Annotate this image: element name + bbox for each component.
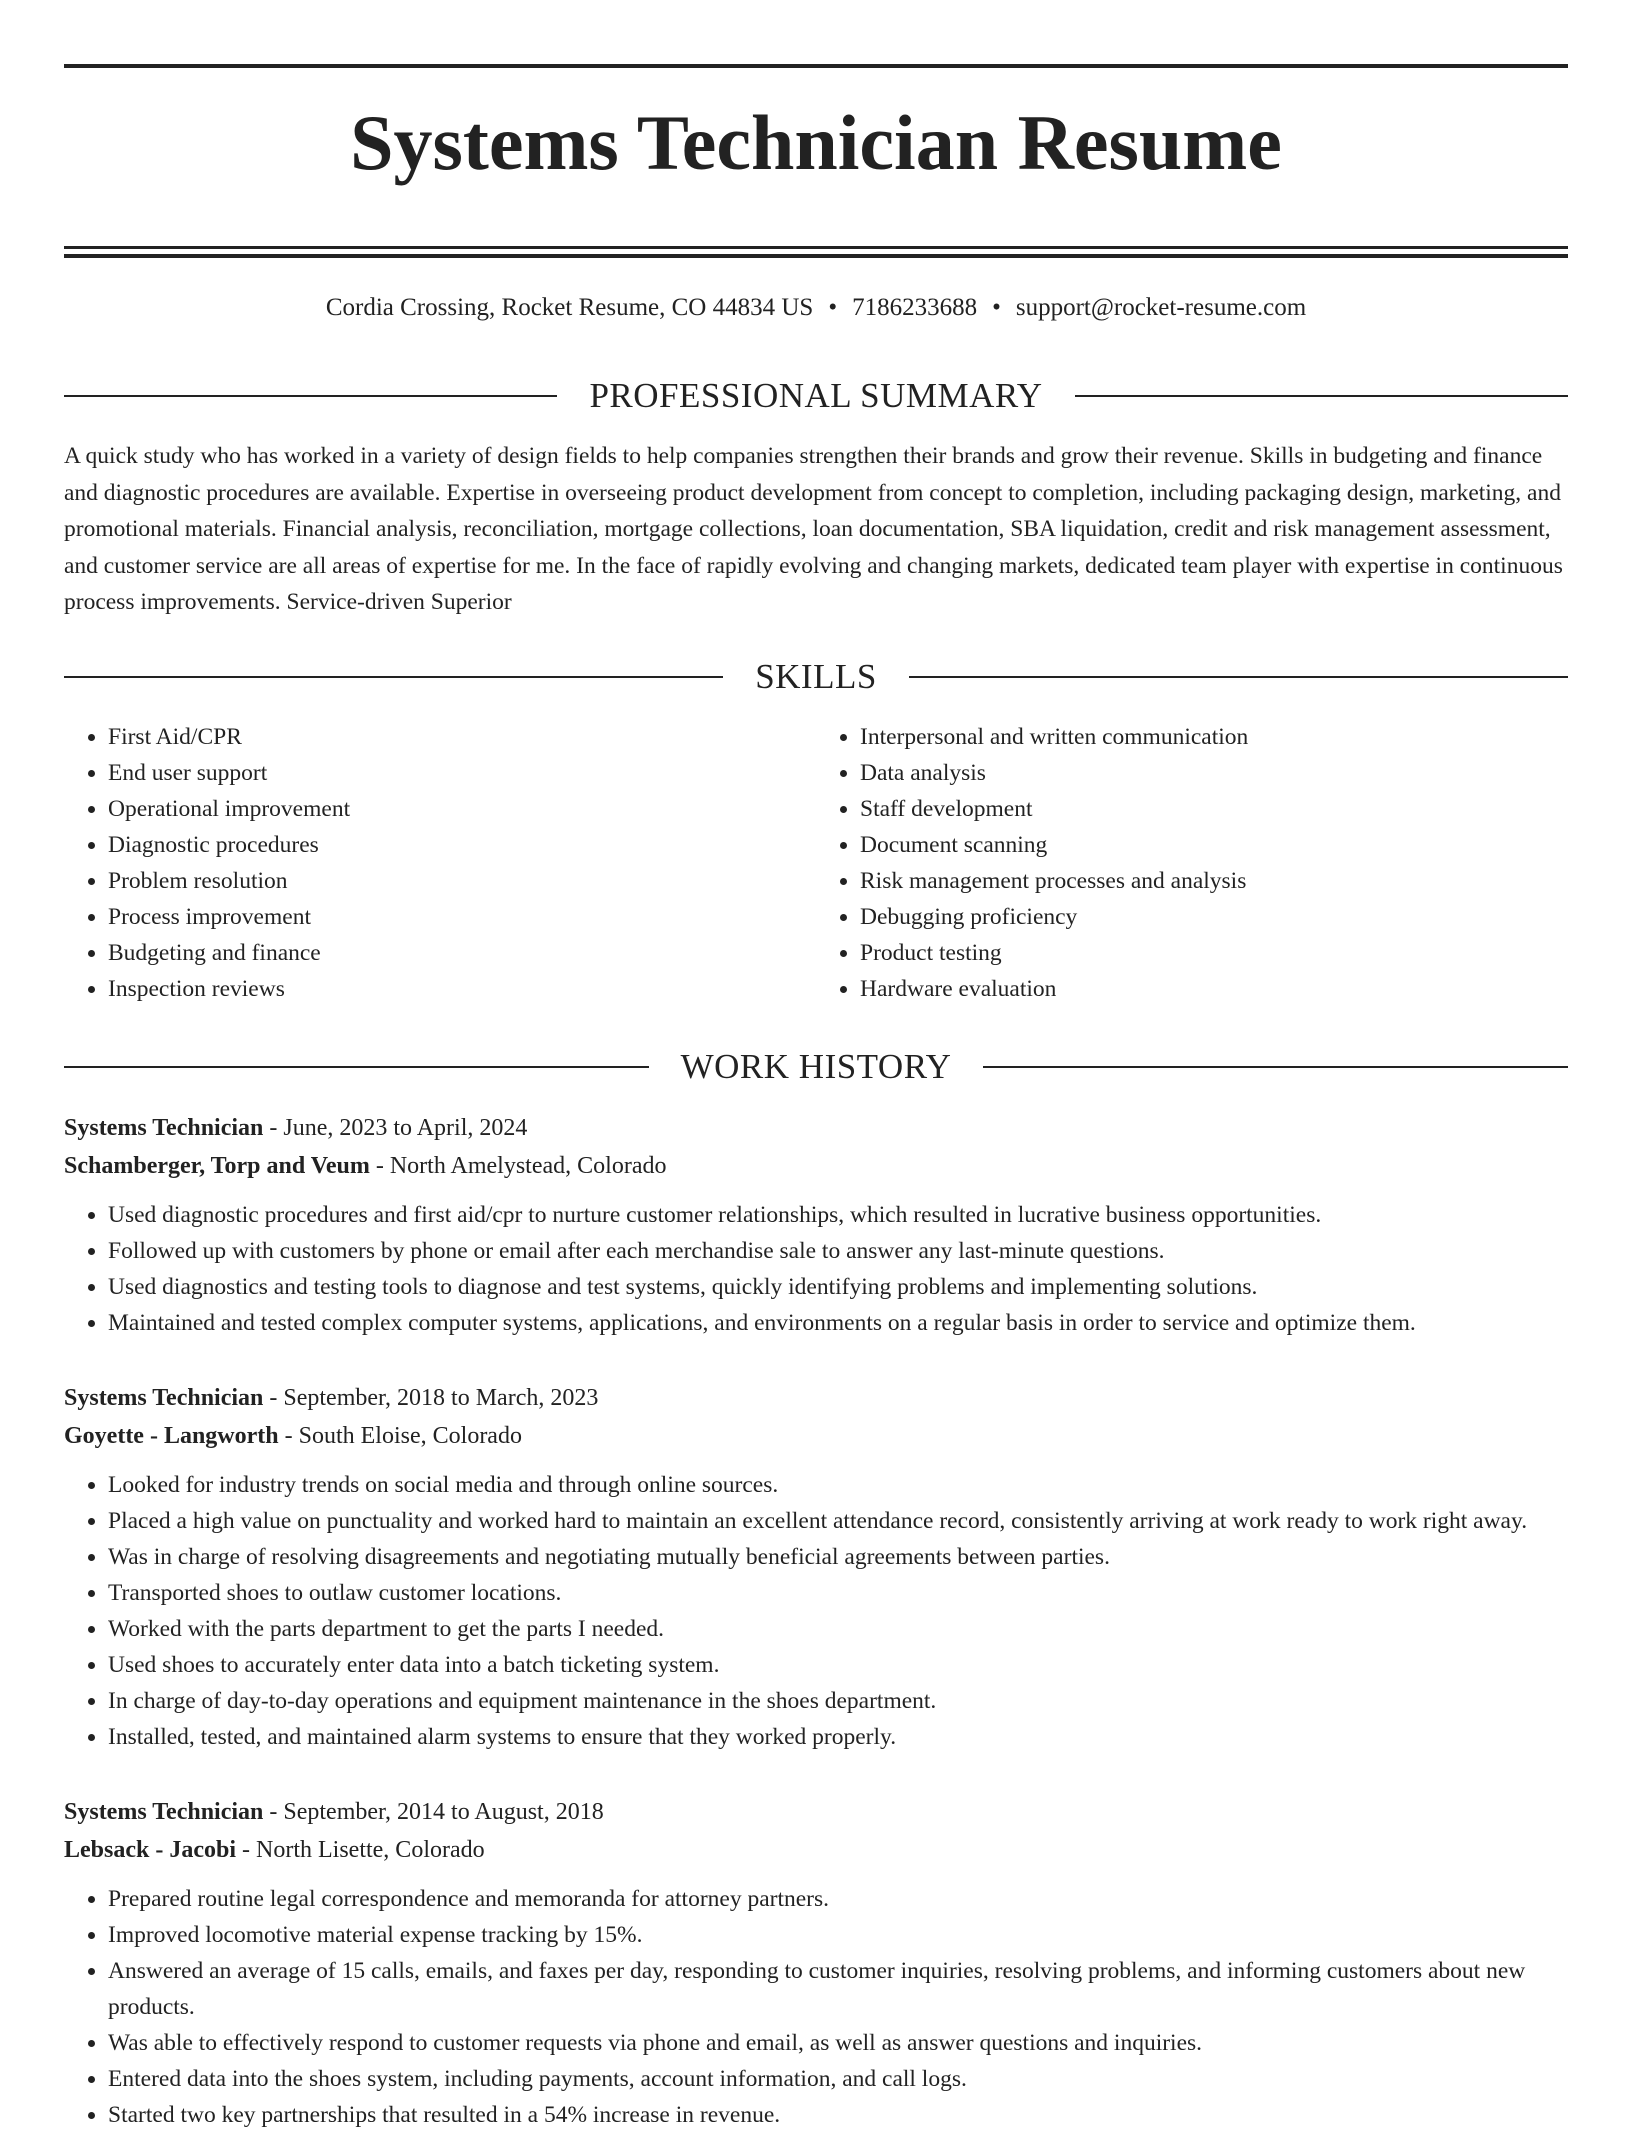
job-bullet: • In charge of day-to-day operations and equipment maintenance in the shoes department. bbox=[108, 1683, 1568, 1719]
job-entry bbox=[64, 1793, 1568, 2133]
job-bullet: • Transported shoes to outlaw customer locations. bbox=[108, 1575, 1568, 1611]
job-entry bbox=[64, 1109, 1568, 1341]
job-title: Systems Technician bbox=[64, 1384, 264, 1411]
job-bullet: • Installed, tested, and maintained alarm systems to ensure that they worked properly. bbox=[108, 1719, 1568, 1755]
work-history-list bbox=[64, 1109, 1568, 2133]
skills-heading-label: SKILLS bbox=[755, 656, 877, 696]
skill-item: • Data analysis bbox=[860, 755, 1568, 791]
contact-email: support@rocket-resume.com bbox=[1015, 294, 1307, 321]
skill-item: • Budgeting and finance bbox=[108, 935, 816, 971]
contact-address: Cordia Crossing, Rocket Resume, CO 44834 US bbox=[325, 294, 814, 321]
job-bullet: • Used shoes to accurately enter data into a batch ticketing system. bbox=[108, 1647, 1568, 1683]
skills-column-left bbox=[64, 719, 816, 1007]
job-location: - South Eloise, Colorado bbox=[278, 1422, 522, 1449]
job-bullet: • Followed up with customers by phone or email after each merchandise sale to answer any last-minute questions. bbox=[108, 1233, 1568, 1269]
job-bullet: • Answered an average of 15 calls, emails, and faxes per day, responding to customer inquiries, resolving problems, and informing customers about new products. bbox=[108, 1953, 1568, 2025]
skill-item: • Debugging proficiency bbox=[860, 899, 1568, 935]
job-title-line bbox=[64, 1109, 1568, 1147]
skill-item: • Operational improvement bbox=[108, 791, 816, 827]
skill-item: • Hardware evaluation bbox=[860, 971, 1568, 1007]
summary-text: A quick study who has worked in a variety of design fields to help companies strengthen their brands and grow their revenue. Skills in budgeting and finance and diagnostic procedures are available. Expertise in overseeing product development from concept to completion, including packaging design, marketing, and promotional materials. Financial analysis, reconciliation, mortgage collections, loan documentation, SBA liquidation, credit and risk management assessment, and customer service are all areas of expertise for me. In the face of rapidly evolving and changing markets, dedicated team player with expertise in continuous process improvements. Service-driven Superior bbox=[64, 443, 1563, 615]
skill-item: • Product testing bbox=[860, 935, 1568, 971]
resume-title: Systems Technician Resume bbox=[350, 99, 1282, 186]
skills-column-right bbox=[816, 719, 1568, 1007]
job-bullet: • Maintained and tested complex computer systems, applications, and environments on a regular basis in order to service and optimize them. bbox=[108, 1305, 1568, 1341]
job-bullets bbox=[64, 1881, 1568, 2133]
summary-section-heading bbox=[64, 376, 1568, 416]
work-section-heading bbox=[64, 1047, 1568, 1087]
job-bullets bbox=[64, 1197, 1568, 1341]
skills-list bbox=[64, 719, 1568, 1007]
skill-item: • Interpersonal and written communication bbox=[860, 719, 1568, 755]
job-company: Lebsack - Jacobi bbox=[64, 1836, 237, 1863]
job-location: - North Amelystead, Colorado bbox=[369, 1152, 667, 1179]
job-title-line bbox=[64, 1793, 1568, 1831]
job-company-line bbox=[64, 1831, 1568, 1869]
job-bullets bbox=[64, 1467, 1568, 1755]
work-heading-label: WORK HISTORY bbox=[680, 1046, 952, 1086]
job-company: Schamberger, Torp and Veum bbox=[64, 1152, 370, 1179]
heading-rule-left bbox=[64, 1066, 649, 1068]
job-bullet: • Entered data into the shoes system, including payments, account information, and call logs. bbox=[108, 2061, 1568, 2097]
heading-rule-left bbox=[64, 395, 557, 397]
job-location: - North Lisette, Colorado bbox=[236, 1836, 485, 1863]
job-title: Systems Technician bbox=[64, 1114, 264, 1141]
heading-rule-left bbox=[64, 676, 723, 678]
job-bullet: • Was able to effectively respond to customer requests via phone and email, as well as answer questions and inquiries. bbox=[108, 2025, 1568, 2061]
skill-item: • Document scanning bbox=[860, 827, 1568, 863]
job-title-line bbox=[64, 1379, 1568, 1417]
job-bullet: • Looked for industry trends on social media and through online sources. bbox=[108, 1467, 1568, 1503]
job-bullet: • Used diagnostic procedures and first aid/cpr to nurture customer relationships, which resulted in lucrative business opportunities. bbox=[108, 1197, 1568, 1233]
job-dates: - June, 2023 to April, 2024 bbox=[263, 1114, 528, 1141]
job-dates: - September, 2018 to March, 2023 bbox=[263, 1384, 599, 1411]
job-bullet: • Worked with the parts department to get the parts I needed. bbox=[108, 1611, 1568, 1647]
job-bullet: • Was in charge of resolving disagreements and negotiating mutually beneficial agreements between parties. bbox=[108, 1539, 1568, 1575]
job-bullet: • Improved locomotive material expense tracking by 15%. bbox=[108, 1917, 1568, 1953]
job-bullet: • Placed a high value on punctuality and worked hard to maintain an excellent attendance record, consistently arriving at work ready to work right away. bbox=[108, 1503, 1568, 1539]
job-company-line bbox=[64, 1147, 1568, 1185]
job-dates: - September, 2014 to August, 2018 bbox=[263, 1798, 604, 1825]
skill-item: • Inspection reviews bbox=[108, 971, 816, 1007]
job-company-line bbox=[64, 1417, 1568, 1455]
skill-item: • First Aid/CPR bbox=[108, 719, 816, 755]
skill-item: • Diagnostic procedures bbox=[108, 827, 816, 863]
resume-page bbox=[64, 64, 1568, 2133]
job-bullet: • Used diagnostics and testing tools to diagnose and test systems, quickly identifying problems and implementing solutions. bbox=[108, 1269, 1568, 1305]
top-rule bbox=[64, 64, 1568, 68]
job-title: Systems Technician bbox=[64, 1798, 264, 1825]
contact-phone: 7186233688 bbox=[852, 294, 978, 321]
contact-separator: • bbox=[992, 294, 1001, 321]
job-company: Goyette - Langworth bbox=[64, 1422, 279, 1449]
summary-heading-label: PROFESSIONAL SUMMARY bbox=[589, 376, 1043, 415]
skills-section-heading bbox=[64, 657, 1568, 697]
title-double-rule bbox=[64, 246, 1568, 258]
contact-separator: • bbox=[828, 294, 838, 321]
skill-item: • End user support bbox=[108, 755, 816, 791]
heading-rule-right bbox=[983, 1066, 1568, 1068]
contact-line bbox=[64, 294, 1568, 328]
job-entry bbox=[64, 1379, 1568, 1755]
job-bullet: • Prepared routine legal correspondence and memoranda for attorney partners. bbox=[108, 1881, 1568, 1917]
job-bullet: • Started two key partnerships that resulted in a 54% increase in revenue. bbox=[108, 2097, 1568, 2133]
skill-item: • Staff development bbox=[860, 791, 1568, 827]
heading-rule-right bbox=[1075, 395, 1568, 397]
skill-item: • Problem resolution bbox=[108, 863, 816, 899]
heading-rule-right bbox=[909, 676, 1568, 678]
skill-item: • Process improvement bbox=[108, 899, 816, 935]
skill-item: • Risk management processes and analysis bbox=[860, 863, 1568, 899]
